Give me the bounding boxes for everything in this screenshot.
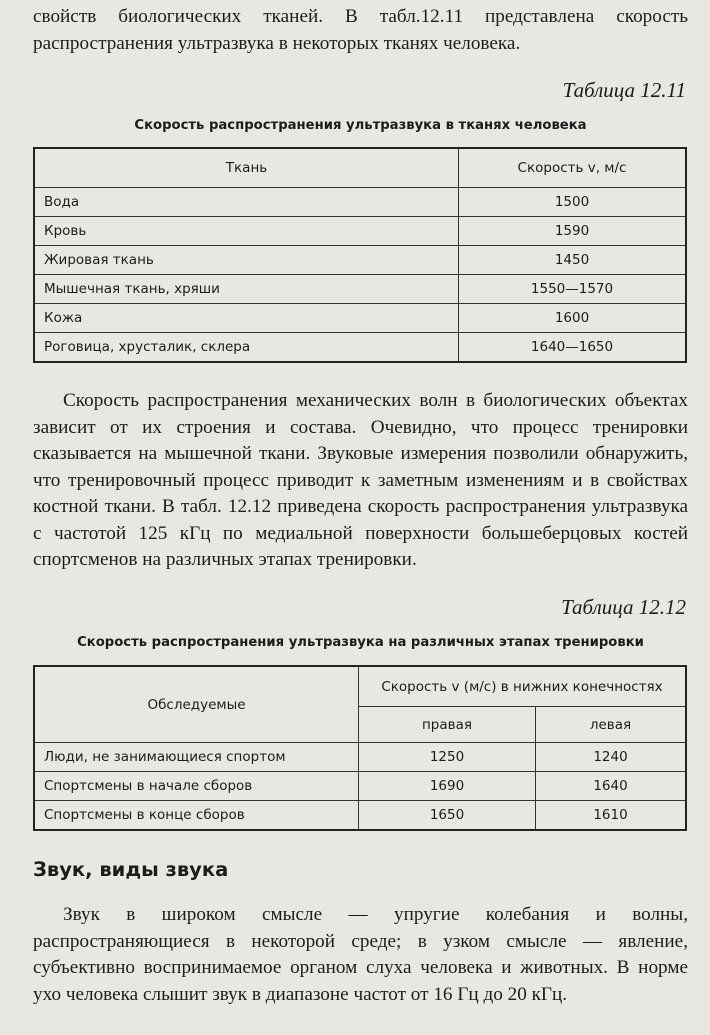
- table-row: [34, 801, 686, 831]
- cell-left: 1240: [536, 743, 687, 772]
- cell-subject: Спортсмены в начале сборов: [34, 772, 359, 801]
- paragraph-sound-definition: Звук в широком смысле — упругие колебания и волны, распространяющиеся в некоторой среде; в узком смысле — явление, субъективно воспринимаемое органом слуха человека и животных. В норме ухо человека слышит звук в диапазоне частот от 16 Гц до 20 кГц.: [33, 904, 688, 1005]
- column-header-speed: Скорость v, м/с: [459, 148, 687, 188]
- table-header-row: [34, 148, 686, 188]
- table-header-row: [34, 666, 686, 707]
- column-header-speed-group: Скорость v (м/с) в нижних конечностях: [359, 666, 687, 707]
- cell-tissue: Кожа: [34, 304, 459, 333]
- column-header-subjects: Обследуемые: [34, 666, 359, 743]
- cell-left: 1640: [536, 772, 687, 801]
- cell-speed: 1450: [459, 246, 687, 275]
- paragraph-intro: свойств биологических тканей. В табл.12.11 представлена скорость распространения ультразвука в некоторых тканях человека.: [33, 6, 688, 54]
- table-row: [34, 304, 686, 333]
- cell-tissue: Жировая ткань: [34, 246, 459, 275]
- table-title-tissues: Скорость распространения ультразвука в тканях человека: [134, 118, 587, 133]
- column-header-right: правая: [359, 707, 536, 743]
- cell-right: 1650: [359, 801, 536, 831]
- table-row: [34, 217, 686, 246]
- cell-tissue: Роговица, хрусталик, склера: [34, 333, 459, 363]
- table-row: [34, 246, 686, 275]
- cell-speed: 1550—1570: [459, 275, 687, 304]
- table-row: [34, 188, 686, 217]
- section-heading-sound: Звук, виды звука: [33, 858, 229, 881]
- table-title-training: Скорость распространения ультразвука на различных этапах тренировки: [77, 635, 644, 650]
- table-row: [34, 333, 686, 363]
- cell-tissue: Вода: [34, 188, 459, 217]
- cell-right: 1250: [359, 743, 536, 772]
- cell-left: 1610: [536, 801, 687, 831]
- cell-subject: Люди, не занимающиеся спортом: [34, 743, 359, 772]
- table-row: [34, 772, 686, 801]
- cell-speed: 1500: [459, 188, 687, 217]
- table-caption-12-12: Таблица 12.12: [561, 595, 686, 619]
- cell-speed: 1600: [459, 304, 687, 333]
- table-row: [34, 743, 686, 772]
- cell-tissue: Кровь: [34, 217, 459, 246]
- cell-tissue: Мышечная ткань, хряши: [34, 275, 459, 304]
- cell-speed: 1640—1650: [459, 333, 687, 363]
- column-header-left: левая: [536, 707, 687, 743]
- paragraph-mechanical-waves: Скорость распространения механических волн в биологических объектах зависит от их строения и состава. Очевидно, что процесс тренировки сказывается на мышечной ткани. Звуковые измерения позволили обнаружить, что тренировочный процесс приводит к заметным изменениям и в свойствах костной ткани. В табл. 12.12 приведена скорость распространения ультразвука с частотой 125 кГц по медиальной поверхности большеберцовых костей спортсменов на различных этапах тренировки.: [33, 390, 688, 570]
- table-ultrasound-speed-tissues: [33, 147, 687, 363]
- cell-subject: Спортсмены в конце сборов: [34, 801, 359, 831]
- column-header-tissue: Ткань: [34, 148, 459, 188]
- table-caption-12-11: Таблица 12.11: [562, 78, 686, 102]
- table-ultrasound-speed-training: [33, 665, 687, 831]
- cell-speed: 1590: [459, 217, 687, 246]
- cell-right: 1690: [359, 772, 536, 801]
- table-row: [34, 275, 686, 304]
